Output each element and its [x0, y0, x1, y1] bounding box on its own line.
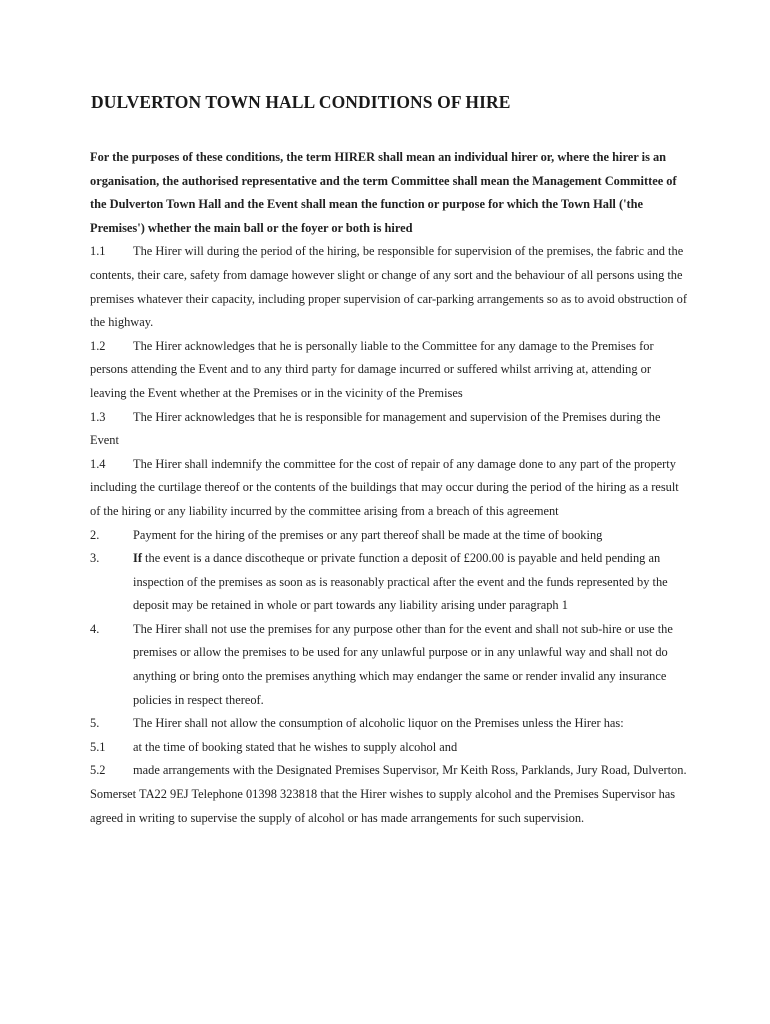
clause-text: The Hirer will during the period of the hiring, be responsible for supervision of the premises, the fabric and the contents, their care, safety from damage however slight or change of any sort and the behaviour of all persons using the premises whatever their capacity, including proper supervision of car-parking arrangements so as to avoid obstruction of the highway.	[90, 244, 687, 330]
clause-number: 5.	[90, 716, 100, 731]
clause-text: The Hirer shall not allow the consumption of alcoholic liquor on the Premises unless the Hirer has:	[133, 716, 624, 731]
clause-1-3	[90, 406, 690, 453]
clause-number: 1.3	[90, 409, 106, 424]
clause-text: The Hirer shall not use the premises for any purpose other than for the event and shall not sub-hire or use the premises or allow the premises to be used for any unlawful purpose or in any unlawful way and shall not do anything or bring onto the premises anything which may endanger the same or render invalid any insurance policies in respect thereof.	[133, 621, 673, 707]
document-body	[90, 146, 690, 830]
clause-text: at the time of booking stated that he wishes to supply alcohol and	[133, 739, 458, 754]
clause-5-1	[90, 736, 690, 760]
clause-5-2	[90, 759, 690, 830]
document-title: DULVERTON TOWN HALL CONDITIONS OF HIRE	[91, 92, 511, 112]
clause-1-1	[90, 240, 690, 334]
clause-number: 1.2	[90, 338, 106, 353]
clause-number: 4.	[90, 621, 100, 636]
clause-1-2	[90, 335, 690, 406]
clause-number: 5.2	[90, 763, 106, 778]
clause-1-4	[90, 453, 690, 524]
clause-number: 5.1	[90, 739, 106, 754]
clause-4	[90, 618, 690, 712]
clause-number: 1.4	[90, 456, 106, 471]
clause-number: 1.1	[90, 244, 106, 259]
clause-text: The Hirer acknowledges that he is personally liable to the Committee for any damage to the Premises for persons attending the Event and to any third party for damage incurred or suffered whilst arriving at, attending or leaving the Event whether at the Premises or in the vicinity of the Premises	[90, 338, 654, 400]
clause-text: the event is a dance discotheque or private function a deposit of £200.00 is payable and held pending an inspection of the premises as soon as is reasonably practical after the event and the funds represented by the deposit may be retained in whole or part towards any liability arising under paragraph 1	[133, 551, 668, 613]
clause-text: made arrangements with the Designated Premises Supervisor, Mr Keith Ross, Parklands, Jury Road, Dulverton. Somerset TA22 9EJ Telephone 01398 323818 that the Hirer wishes to supply alcohol and the Premises Supervisor has agreed in writing to supervise the supply of alcohol or has made arrangements for such supervision.	[90, 763, 687, 825]
definitions-intro: For the purposes of these conditions, the term HIRER shall mean an individual hirer or, where the hirer is an organisation, the authorised representative and the term Committee shall mean the Management Committee of the Dulverton Town Hall and the Event shall mean the function or purpose for which the Town Hall ('the Premises') whether the main ball or the foyer or both is hired	[90, 150, 677, 235]
clause-2	[90, 524, 690, 548]
clause-number: 3.	[90, 551, 100, 566]
clause-3	[90, 547, 690, 618]
clause-text: Payment for the hiring of the premises or any part thereof shall be made at the time of booking	[133, 527, 603, 542]
clause-text: The Hirer acknowledges that he is responsible for management and supervision of the Premises during the Event	[90, 409, 661, 448]
clause-5	[90, 712, 690, 736]
clause-text: The Hirer shall indemnify the committee for the cost of repair of any damage done to any part of the property including the curtilage thereof or the contents of the buildings that may occur during the period of the hiring as a result of the hiring or any liability incurred by the committee arising from a breach of this agreement	[90, 456, 679, 518]
clause-number: 2.	[90, 527, 100, 542]
clause-text-wrapper	[133, 547, 690, 618]
clause-lead-word: If	[133, 551, 142, 566]
